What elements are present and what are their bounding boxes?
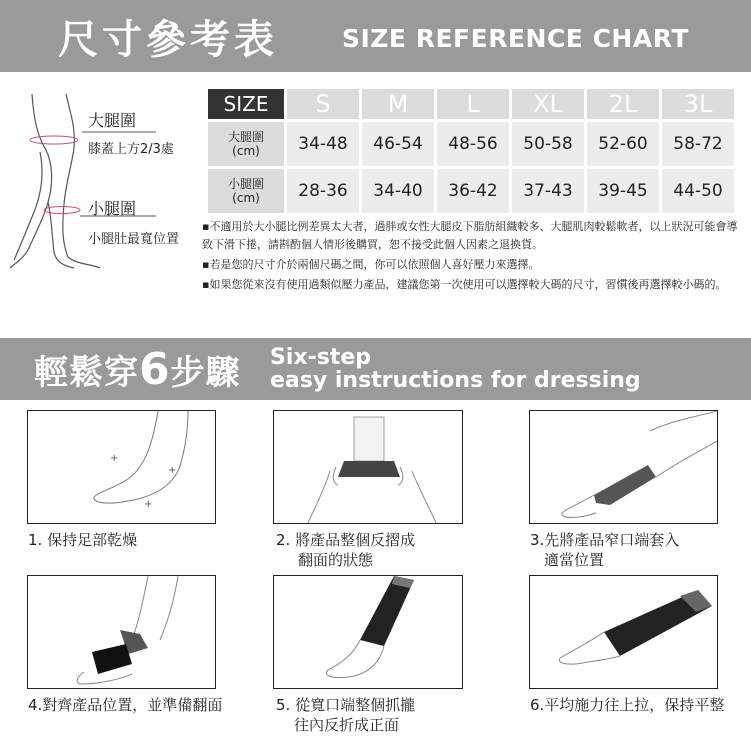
step-caption-line: 適當位置 [544, 551, 605, 569]
step-4-image [27, 575, 216, 689]
pull-up-illustration [530, 576, 717, 688]
table-cell: 34-40 [362, 169, 434, 213]
svg-text:+: + [110, 453, 119, 464]
size-col-header: S [287, 89, 359, 119]
howto-title-en [270, 346, 641, 392]
svg-text:+: + [168, 465, 177, 476]
svg-text:+: + [144, 499, 153, 510]
size-col-header: 2L [587, 89, 659, 119]
table-cell: 36-42 [437, 169, 509, 213]
size-col-header: M [362, 89, 434, 119]
table-cell: 48-56 [437, 122, 509, 166]
row-unit: (cm) [232, 191, 260, 205]
row-header-calf [208, 169, 284, 213]
row-unit: (cm) [232, 144, 260, 158]
step-6-image [529, 575, 718, 689]
table-cell: 50-58 [512, 122, 584, 166]
table-row [208, 122, 734, 166]
row-header-thigh [208, 122, 284, 166]
table-cell: 28-36 [287, 169, 359, 213]
step-1-image [27, 410, 216, 524]
howto-banner [0, 338, 751, 400]
step-3-image [529, 410, 718, 524]
table-cell: 52-60 [587, 122, 659, 166]
step-5-caption [276, 695, 415, 735]
step-caption-line: 往內反折成正面 [294, 716, 400, 734]
note-item: ▪如果您從來沒有使用過類似壓力產品，建議您第一次使用可以選擇較大碼的尺寸，習慣後再選擇較小碼的。 [202, 278, 727, 291]
thigh-label: 大腿圍 [88, 111, 137, 130]
calf-desc: 小腿肚最寬位置 [88, 232, 180, 247]
step-caption-line: 2. 將產品整個反摺成 [276, 531, 416, 549]
step-caption-line: 4.對齊產品位置，並準備翻面 [28, 696, 223, 714]
size-header-row [208, 89, 734, 119]
size-table [205, 86, 737, 216]
size-header-label: SIZE [208, 89, 284, 119]
table-cell: 46-54 [362, 122, 434, 166]
table-cell: 58-72 [662, 122, 734, 166]
table-cell: 34-48 [287, 122, 359, 166]
align-sleeve-illustration [28, 576, 215, 688]
step-caption-line: 3.先將產品窄口端套入 [530, 531, 680, 549]
step-3-caption [530, 530, 679, 570]
row-label: 小腿圍 [227, 177, 264, 191]
howto-en-line1: Six-step [270, 345, 371, 370]
row-label: 大腿圍 [227, 130, 264, 144]
thigh-desc: 膝蓋上方2/3處 [88, 142, 174, 157]
step-2-caption [276, 530, 415, 570]
size-col-header: 3L [662, 89, 734, 119]
size-col-header: XL [512, 89, 584, 119]
howto-title-post: 步驟 [170, 353, 241, 393]
step-2-image [273, 410, 463, 524]
header-banner [0, 0, 751, 72]
foot-insert-illustration [530, 411, 717, 523]
step-1-caption [28, 530, 137, 550]
howto-title-cn [34, 344, 241, 395]
howto-en-line2: easy instructions for dressing [270, 368, 641, 393]
size-col-header: L [437, 89, 509, 119]
foot-illustration [28, 411, 215, 523]
step-6-caption [530, 695, 724, 715]
page-title-cn: 尺寸參考表 [58, 17, 278, 63]
fold-sleeve-illustration [274, 576, 462, 688]
table-cell: 44-50 [662, 169, 734, 213]
step-caption-line: 翻面的狀態 [298, 551, 374, 569]
step-caption-line: 6.平均施力往上拉，保持平整 [530, 696, 725, 714]
howto-title-num: 6 [139, 344, 171, 395]
note-item: ▪不適用於大小腿比例差異太大者，過胖或女性大腿皮下脂肪組織較多、大腿肌肉較鬆軟者，以上狀況可能會導致下滑下捲，請斟酌個人情形後購買，恕不接受此個人因素之退換貨。 [202, 220, 738, 251]
step-caption-line: 1. 保持足部乾燥 [28, 531, 138, 549]
calf-label: 小腿圍 [88, 199, 137, 218]
step-4-caption [28, 695, 222, 715]
note-item: ▪若是您的尺寸介於兩個尺碼之間，你可以依照個人喜好壓力來選擇。 [202, 258, 540, 271]
table-row [208, 169, 734, 213]
howto-title-pre: 輕鬆穿 [34, 353, 139, 393]
step-5-image [273, 575, 463, 689]
page-title-en: SIZE REFERENCE CHART [342, 24, 689, 53]
step-caption-line: 5. 從寬口端整個抓攏 [276, 696, 416, 714]
table-cell: 37-43 [512, 169, 584, 213]
size-notes [202, 218, 742, 296]
inverted-sleeve-illustration [274, 411, 462, 523]
table-cell: 39-45 [587, 169, 659, 213]
